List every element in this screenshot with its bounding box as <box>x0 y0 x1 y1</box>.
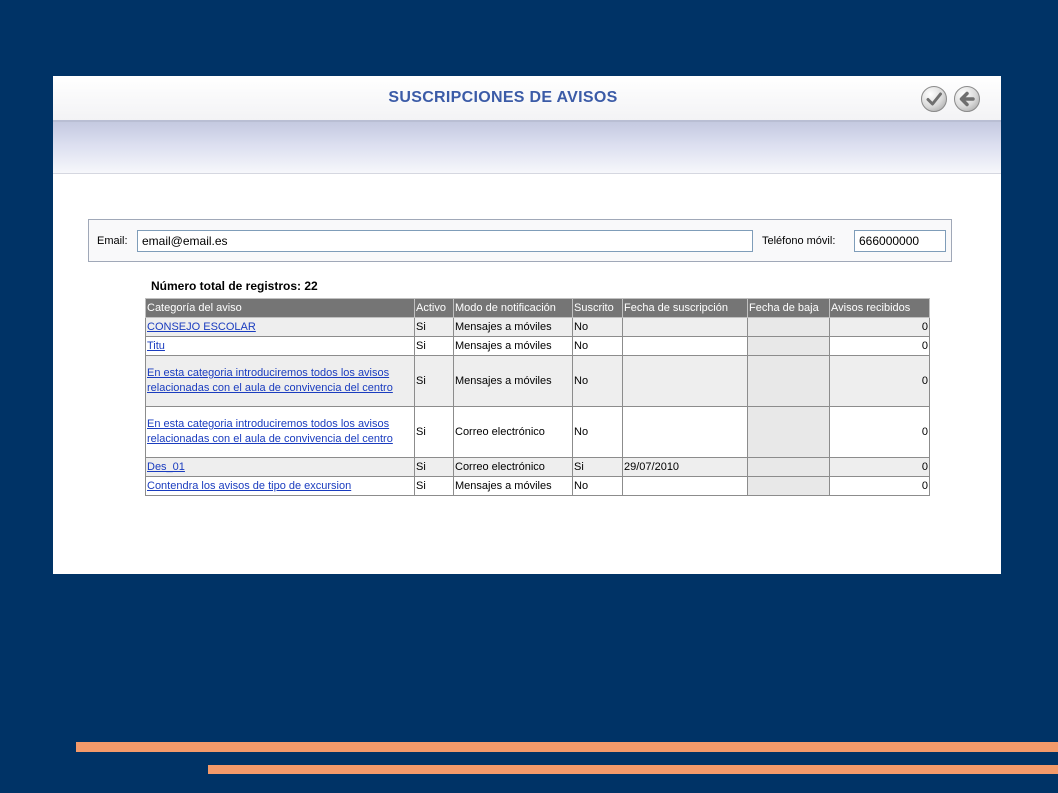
active-cell: Si <box>415 356 454 407</box>
active-cell: Si <box>415 337 454 356</box>
category-cell <box>146 477 415 496</box>
record-count: Número total de registros: 22 <box>151 279 318 293</box>
category-link[interactable]: Titu <box>147 339 165 352</box>
decorative-stripe <box>76 742 1058 752</box>
unsubscribe-date-cell <box>748 407 830 458</box>
unsubscribe-date-cell <box>748 356 830 407</box>
table-row <box>146 337 930 356</box>
category-cell <box>146 356 415 407</box>
mode-cell: Mensajes a móviles <box>454 337 573 356</box>
subscription-date-cell: 29/07/2010 <box>623 458 748 477</box>
subscribed-cell: Si <box>573 458 623 477</box>
accept-button[interactable] <box>921 86 947 112</box>
table-row <box>146 407 930 458</box>
subscribed-cell: No <box>573 356 623 407</box>
contact-form <box>88 219 952 262</box>
mode-cell: Mensajes a móviles <box>454 356 573 407</box>
category-cell <box>146 337 415 356</box>
email-field[interactable] <box>137 230 753 252</box>
received-count-cell: 0 <box>830 356 930 407</box>
subscription-date-cell <box>623 407 748 458</box>
subscription-date-cell <box>623 477 748 496</box>
unsubscribe-date-cell <box>748 477 830 496</box>
subscribed-cell: No <box>573 318 623 337</box>
decorative-stripe <box>208 765 1058 774</box>
phone-label: Teléfono móvil: <box>762 235 836 247</box>
page-title: SUSCRIPCIONES DE AVISOS <box>388 89 618 106</box>
table-row <box>146 356 930 407</box>
category-link[interactable]: CONSEJO ESCOLAR <box>147 320 256 333</box>
category-cell <box>146 458 415 477</box>
received-count-cell: 0 <box>830 337 930 356</box>
subscriptions-table <box>145 298 930 496</box>
active-cell: Si <box>415 477 454 496</box>
table-row <box>146 318 930 337</box>
category-link[interactable]: Des_01 <box>147 460 185 473</box>
mode-cell: Mensajes a móviles <box>454 318 573 337</box>
column-header: Modo de notificación <box>454 299 573 318</box>
table-row <box>146 458 930 477</box>
main-content <box>53 174 1001 574</box>
active-cell: Si <box>415 318 454 337</box>
column-header: Categoría del aviso <box>146 299 415 318</box>
column-header: Fecha de suscripción <box>623 299 748 318</box>
received-count-cell: 0 <box>830 458 930 477</box>
active-cell: Si <box>415 458 454 477</box>
subscribed-cell: No <box>573 407 623 458</box>
header-band <box>53 122 1001 174</box>
subscribed-cell: No <box>573 477 623 496</box>
column-header: Fecha de baja <box>748 299 830 318</box>
subscribed-cell: No <box>573 337 623 356</box>
received-count-cell: 0 <box>830 318 930 337</box>
unsubscribe-date-cell <box>748 458 830 477</box>
column-header: Avisos recibidos <box>830 299 930 318</box>
category-cell <box>146 407 415 458</box>
email-label: Email: <box>97 235 128 247</box>
category-link[interactable]: En esta categoria introduciremos todos los avisos relacionadas con el aula de convivencia del centro <box>147 367 393 394</box>
header-bar <box>53 76 1001 122</box>
active-cell: Si <box>415 407 454 458</box>
mode-cell: Correo electrónico <box>454 407 573 458</box>
column-header: Activo <box>415 299 454 318</box>
subscription-date-cell <box>623 318 748 337</box>
category-link[interactable]: En esta categoria introduciremos todos los avisos relacionadas con el aula de convivencia del centro <box>147 418 393 445</box>
received-count-cell: 0 <box>830 407 930 458</box>
phone-field[interactable] <box>854 230 946 252</box>
subscription-date-cell <box>623 337 748 356</box>
unsubscribe-date-cell <box>748 318 830 337</box>
table-row <box>146 477 930 496</box>
received-count-cell: 0 <box>830 477 930 496</box>
mode-cell: Mensajes a móviles <box>454 477 573 496</box>
unsubscribe-date-cell <box>748 337 830 356</box>
back-button[interactable] <box>954 86 980 112</box>
category-cell <box>146 318 415 337</box>
subscription-date-cell <box>623 356 748 407</box>
column-header: Suscrito <box>573 299 623 318</box>
table-header-row <box>146 299 930 318</box>
mode-cell: Correo electrónico <box>454 458 573 477</box>
category-link[interactable]: Contendra los avisos de tipo de excursion <box>147 479 352 492</box>
app-window <box>53 76 1001 574</box>
